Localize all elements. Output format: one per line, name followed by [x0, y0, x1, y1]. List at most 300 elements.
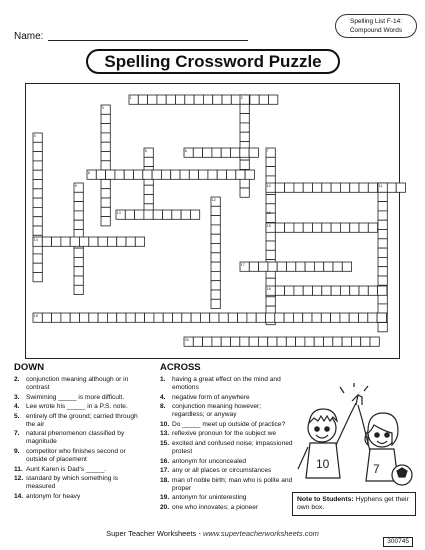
crossword-cell[interactable] [101, 142, 110, 151]
clue-item [14, 466, 142, 474]
crossword-cell[interactable] [126, 313, 135, 322]
crossword-cell[interactable] [275, 313, 284, 322]
crossword-cell[interactable] [203, 337, 212, 346]
crossword-cell[interactable] [350, 223, 359, 232]
crossword-cell[interactable] [240, 132, 249, 141]
clue-item [160, 430, 295, 438]
crossword-cell[interactable] [275, 183, 284, 192]
clue-text: one who innovates; a pioneer [172, 503, 259, 511]
down-heading: DOWN [14, 362, 45, 373]
clue-item [160, 421, 295, 429]
crossword-cell[interactable] [74, 192, 83, 201]
crossword-cell[interactable] [294, 183, 303, 192]
crossword-cell[interactable] [268, 337, 277, 346]
crossword-cell[interactable] [33, 161, 42, 170]
clue-number: 3. [14, 393, 20, 401]
crossword-cell[interactable] [296, 337, 305, 346]
crossword-cell[interactable] [33, 189, 42, 198]
crossword-cell[interactable] [138, 95, 147, 104]
crossword-cell[interactable] [266, 195, 275, 204]
clue-item [14, 475, 142, 491]
crossword-cell[interactable] [101, 198, 110, 207]
clue-text: natural phenomenon classified by magnitude [26, 430, 125, 446]
crossword-cell[interactable] [340, 313, 349, 322]
crossword-cell[interactable] [189, 170, 198, 179]
crossword-cell[interactable] [378, 192, 387, 201]
crossword-cell[interactable] [287, 262, 296, 271]
clue-number: 4. [14, 403, 20, 411]
crossword-cell[interactable] [277, 337, 286, 346]
crossword-cell[interactable] [33, 263, 42, 272]
crossword-cell[interactable] [180, 170, 189, 179]
crossword-cell[interactable] [350, 183, 359, 192]
clue-number-label: 18 [266, 286, 271, 291]
crossword-cell[interactable] [368, 223, 377, 232]
crossword-cell[interactable] [240, 337, 249, 346]
crossword-cell[interactable] [191, 313, 200, 322]
clue-text: conjunction meaning although or in contrast [26, 376, 129, 391]
crossword-cell[interactable] [217, 170, 226, 179]
clue-text: competitor who finishes second or outside of placement [26, 447, 126, 463]
crossword-cell[interactable] [33, 180, 42, 189]
crossword-cell[interactable] [312, 313, 321, 322]
clue-item [14, 430, 142, 446]
crossword-cell[interactable] [247, 313, 256, 322]
crossword-cell[interactable] [161, 170, 170, 179]
crossword-cell[interactable] [154, 313, 163, 322]
crossword-cell[interactable] [172, 210, 181, 219]
clue-number: 20. [160, 503, 170, 511]
crossword-cell[interactable] [101, 217, 110, 226]
crossword-cell[interactable] [342, 262, 351, 271]
crossword-cell[interactable] [33, 152, 42, 161]
crossword-cell[interactable] [350, 286, 359, 295]
crossword-cell[interactable] [199, 170, 208, 179]
clue-item [14, 403, 142, 411]
crossword-cell[interactable] [303, 286, 312, 295]
crossword-cell[interactable] [387, 183, 396, 192]
crossword-cell[interactable] [378, 211, 387, 220]
clue-number-label: 15 [266, 223, 271, 228]
crossword-cell[interactable] [163, 210, 172, 219]
crossword-cell[interactable] [305, 337, 314, 346]
crossword-cell[interactable] [313, 183, 322, 192]
crossword-cell[interactable] [294, 286, 303, 295]
crossword-cell[interactable] [266, 157, 275, 166]
crossword-cell[interactable] [349, 313, 358, 322]
crossword-cell[interactable] [200, 313, 209, 322]
crossword-cell[interactable] [240, 104, 249, 113]
clue-number-label: 14 [33, 237, 38, 242]
clue-number: 16. [160, 457, 170, 465]
crossword-cell[interactable] [145, 313, 154, 322]
crossword-cell[interactable] [231, 337, 240, 346]
clue-text: negative form of anywhere [172, 393, 250, 401]
note-text: Hyphens get their own box. [297, 496, 409, 511]
footer-url[interactable]: www.superteacherworksheets.com [202, 529, 319, 538]
crossword-cell[interactable] [33, 198, 42, 207]
crossword-cell[interactable] [101, 207, 110, 216]
crossword-cell[interactable] [152, 170, 161, 179]
crossword-cell[interactable] [258, 337, 267, 346]
crossword-cell[interactable] [74, 267, 83, 276]
crossword-cell[interactable] [107, 313, 116, 322]
crossword-cell[interactable] [240, 114, 249, 123]
clue-number: 1. [160, 376, 166, 383]
crossword-cell[interactable] [98, 313, 107, 322]
crossword-cell[interactable] [285, 183, 294, 192]
clue-item [160, 403, 295, 419]
crossword-cell[interactable] [370, 337, 379, 346]
crossword-cell[interactable] [203, 148, 212, 157]
crossword-cell[interactable] [266, 297, 275, 306]
crossword-cell[interactable] [322, 223, 331, 232]
crossword-cell[interactable] [157, 95, 166, 104]
crossword-cell[interactable] [203, 95, 212, 104]
crossword-cell[interactable] [378, 230, 387, 239]
crossword-cell[interactable] [378, 239, 387, 248]
clue-item [14, 493, 142, 501]
crossword-cell[interactable] [210, 313, 219, 322]
clue-item [160, 440, 295, 456]
crossword-cell[interactable] [266, 241, 275, 250]
crossword-cell[interactable] [240, 179, 249, 188]
crossword-cell[interactable] [33, 170, 42, 179]
crossword-cell[interactable] [135, 237, 144, 246]
crossword-cell[interactable] [74, 220, 83, 229]
list-title: Spelling List F-14: [349, 18, 403, 25]
crossword-cell[interactable] [33, 207, 42, 216]
crossword-cell[interactable] [313, 223, 322, 232]
crossword-cell[interactable] [211, 262, 220, 271]
crossword-cell[interactable] [285, 223, 294, 232]
svg-text:10: 10 [316, 457, 330, 471]
clue-number-label: 13 [116, 210, 121, 215]
crossword-cell[interactable] [171, 170, 180, 179]
crossword-cell[interactable] [221, 148, 230, 157]
crossword-cell[interactable] [115, 170, 124, 179]
footer-brand: Super Teacher Worksheets - [106, 529, 203, 538]
crossword-cell[interactable] [208, 170, 217, 179]
clue-text: any or all places or circumstances [172, 467, 272, 475]
crossword-cell[interactable] [153, 210, 162, 219]
crossword-cell[interactable] [211, 234, 220, 243]
crossword-cell[interactable] [340, 183, 349, 192]
crossword-cell[interactable] [378, 295, 387, 304]
crossword-cell[interactable] [285, 286, 294, 295]
crossword-cell[interactable] [294, 223, 303, 232]
crossword-cell[interactable] [193, 148, 202, 157]
crossword-cell[interactable] [333, 337, 342, 346]
crossword-cell[interactable] [74, 257, 83, 266]
clue-item [160, 458, 295, 466]
crossword-cell[interactable] [125, 210, 134, 219]
crossword-cell[interactable] [42, 237, 51, 246]
crossword-cell[interactable] [212, 337, 221, 346]
crossword-cell[interactable] [340, 286, 349, 295]
crossword-cell[interactable] [33, 217, 42, 226]
crossword-cell[interactable] [266, 167, 275, 176]
crossword-cell[interactable] [101, 179, 110, 188]
crossword-cell[interactable] [80, 313, 89, 322]
crossword-cell[interactable] [275, 223, 284, 232]
crossword-cell[interactable] [52, 237, 61, 246]
clue-number-label: 17 [240, 262, 245, 267]
crossword-cell[interactable] [228, 313, 237, 322]
clue-text: antonym for unconcealed [172, 457, 247, 465]
crossword-cell[interactable] [378, 220, 387, 229]
crossword-cell[interactable] [219, 313, 228, 322]
crossword-cell[interactable] [324, 337, 333, 346]
crossword-cell[interactable] [378, 323, 387, 332]
crossword-cell[interactable] [293, 313, 302, 322]
clue-item [14, 376, 142, 392]
crossword-cell[interactable] [396, 183, 405, 192]
crossword-cell[interactable] [135, 210, 144, 219]
crossword-cell[interactable] [378, 248, 387, 257]
crossword-cell[interactable] [211, 281, 220, 290]
crossword-cell[interactable] [211, 216, 220, 225]
crossword-cell[interactable] [74, 276, 83, 285]
crossword-cell[interactable] [333, 262, 342, 271]
crossword-cell[interactable] [124, 170, 133, 179]
crossword-cell[interactable] [117, 313, 126, 322]
clue-number-label: 7 [266, 148, 269, 153]
crossword-cell[interactable] [33, 254, 42, 263]
crossword-cell[interactable] [173, 313, 182, 322]
crossword-cell[interactable] [368, 313, 377, 322]
crossword-cell[interactable] [259, 262, 268, 271]
crossword-cell[interactable] [42, 313, 51, 322]
crossword-cell[interactable] [359, 286, 368, 295]
crossword-cell[interactable] [314, 262, 323, 271]
clue-text: excited and confused noise; impassioned protest [172, 439, 293, 455]
clue-text: reflexive pronoun for the subject we [172, 430, 277, 438]
crossword-cell[interactable] [368, 183, 377, 192]
crossword-cell[interactable] [193, 337, 202, 346]
crossword-cell[interactable] [144, 210, 153, 219]
crossword-cell[interactable] [331, 286, 340, 295]
crossword-cell[interactable] [101, 114, 110, 123]
crossword-cell[interactable] [245, 170, 254, 179]
crossword-cell[interactable] [359, 183, 368, 192]
crossword-cell[interactable] [303, 313, 312, 322]
crossword-cell[interactable] [106, 170, 115, 179]
crossword-cell[interactable] [359, 223, 368, 232]
crossword-cell[interactable] [101, 124, 110, 133]
crossword-cell[interactable] [89, 313, 98, 322]
crossword-cell[interactable] [33, 273, 42, 282]
crossword-cell[interactable] [211, 299, 220, 308]
clue-item [14, 413, 142, 429]
crossword-cell[interactable] [101, 189, 110, 198]
crossword-cell[interactable] [342, 337, 351, 346]
crossword-cell[interactable] [303, 183, 312, 192]
clue-item [160, 494, 295, 502]
crossword-cell[interactable] [33, 142, 42, 151]
crossword-cell[interactable] [211, 290, 220, 299]
crossword-cell[interactable] [378, 202, 387, 211]
crossword-cell[interactable] [101, 161, 110, 170]
crossword-cell[interactable] [61, 237, 70, 246]
crossword-cell[interactable] [126, 237, 135, 246]
crossword-cell[interactable] [74, 211, 83, 220]
list-subtitle: Compound Words [349, 27, 403, 34]
crossword-cell[interactable] [378, 276, 387, 285]
crossword-cell[interactable] [89, 237, 98, 246]
crossword-cell[interactable] [211, 225, 220, 234]
clue-text: Swimming _____ is more difficult. [26, 393, 125, 401]
crossword-cell[interactable] [240, 123, 249, 132]
clue-number-label: 12 [211, 197, 216, 202]
crossword-cell[interactable] [135, 313, 144, 322]
crossword-cell[interactable] [185, 95, 194, 104]
high-five-kids-illustration [292, 383, 417, 493]
crossword-cell[interactable] [148, 95, 157, 104]
crossword-cell[interactable] [163, 313, 172, 322]
clue-number: 7. [14, 430, 20, 438]
clue-number-label: 16 [266, 210, 271, 215]
crossword-cell[interactable] [249, 148, 258, 157]
crossword-cell[interactable] [240, 188, 249, 197]
note-label: Note to Students: [297, 496, 354, 503]
clue-item [160, 394, 295, 402]
crossword-cell[interactable] [238, 313, 247, 322]
crossword-cell[interactable] [378, 286, 387, 295]
down-clues [14, 364, 142, 502]
crossword-cell[interactable] [74, 285, 83, 294]
crossword-cell[interactable] [266, 250, 275, 259]
clue-item [160, 504, 295, 512]
crossword-cell[interactable] [211, 244, 220, 253]
clue-number-label: 11 [378, 183, 383, 188]
crossword-cell[interactable] [240, 148, 249, 157]
crossword-cell[interactable] [322, 286, 331, 295]
crossword-cell[interactable] [377, 313, 386, 322]
clue-item [160, 477, 295, 493]
clue-number: 5. [14, 412, 20, 420]
crossword-cell[interactable] [117, 237, 126, 246]
page-title: Spelling Crossword Puzzle [86, 49, 340, 74]
crossword-cell[interactable] [277, 262, 286, 271]
crossword-cell[interactable] [321, 313, 330, 322]
crossword-cell[interactable] [166, 95, 175, 104]
crossword-cell[interactable] [74, 202, 83, 211]
clue-number: 11. [14, 465, 23, 473]
crossword-cell[interactable] [269, 95, 278, 104]
crossword-cell[interactable] [250, 95, 259, 104]
crossword-cell[interactable] [236, 170, 245, 179]
crossword-cell[interactable] [143, 170, 152, 179]
crossword-cell[interactable] [340, 223, 349, 232]
clue-number: 18. [160, 476, 170, 484]
crossword-cell[interactable] [194, 95, 203, 104]
crossword-cell[interactable] [286, 337, 295, 346]
crossword-cell[interactable] [211, 271, 220, 280]
crossword-cell[interactable] [182, 313, 191, 322]
clue-text: Do _____ meet up outside of practice? [172, 420, 286, 428]
crossword-cell[interactable] [144, 157, 153, 166]
crossword-cell[interactable] [101, 133, 110, 142]
clue-item [160, 467, 295, 475]
crossword-cell[interactable] [211, 253, 220, 262]
crossword-cell[interactable] [249, 262, 258, 271]
crossword-cell[interactable] [359, 313, 368, 322]
clue-number: 15. [160, 439, 170, 447]
crossword-cell[interactable] [268, 262, 277, 271]
crossword-cell[interactable] [144, 185, 153, 194]
crossword-cell[interactable] [368, 286, 377, 295]
crossword-cell[interactable] [266, 313, 275, 322]
crossword-cell[interactable] [227, 170, 236, 179]
crossword-cell[interactable] [249, 337, 258, 346]
crossword-cell[interactable] [266, 232, 275, 241]
clue-text: conjunction meaning however; regardless; or anyway [172, 403, 262, 419]
crossword-cell[interactable] [378, 257, 387, 266]
crossword-cell[interactable] [259, 95, 268, 104]
crossword-cell[interactable] [80, 237, 89, 246]
crossword-cell[interactable] [231, 95, 240, 104]
crossword-cell[interactable] [313, 286, 322, 295]
crossword-cell[interactable] [98, 237, 107, 246]
crossword-cell[interactable] [176, 95, 185, 104]
crossword-cell[interactable] [33, 226, 42, 235]
crossword-cell[interactable] [213, 95, 222, 104]
crossword-cell[interactable] [70, 313, 79, 322]
crossword-cell[interactable] [324, 262, 333, 271]
crossword-cell[interactable] [222, 95, 231, 104]
crossword-cell[interactable] [107, 237, 116, 246]
crossword-cell[interactable] [361, 337, 370, 346]
crossword-cell[interactable] [134, 170, 143, 179]
crossword-cell[interactable] [275, 286, 284, 295]
clue-text: having a great effect on the mind and emotions [172, 376, 281, 391]
clue-item [160, 376, 295, 392]
crossword-cell[interactable] [296, 262, 305, 271]
crossword-cell[interactable] [256, 313, 265, 322]
crossword-cell[interactable] [351, 337, 360, 346]
crossword-cell[interactable] [331, 183, 340, 192]
clue-number-label: 3 [101, 105, 104, 110]
crossword-cell[interactable] [101, 152, 110, 161]
crossword-cell[interactable] [144, 195, 153, 204]
crossword-cell[interactable] [231, 148, 240, 157]
crossword-cell[interactable] [70, 237, 79, 246]
crossword-cell[interactable] [322, 183, 331, 192]
crossword-cell[interactable] [240, 160, 249, 169]
crossword-cell[interactable] [331, 313, 340, 322]
crossword-cell[interactable] [331, 223, 340, 232]
crossword-cell[interactable] [74, 248, 83, 257]
crossword-cell[interactable] [221, 337, 230, 346]
crossword-cell[interactable] [61, 313, 70, 322]
clue-text: antonym for heavy [26, 492, 81, 500]
clue-text: Aunt Karen is Dad's _____. [26, 465, 107, 473]
crossword-cell[interactable] [181, 210, 190, 219]
crossword-cell[interactable] [190, 210, 199, 219]
crossword-cell[interactable] [378, 304, 387, 313]
crossword-cell[interactable] [212, 148, 221, 157]
crossword-cell[interactable] [96, 170, 105, 179]
crossword-cell[interactable] [284, 313, 293, 322]
crossword-cell[interactable] [378, 267, 387, 276]
crossword-cell[interactable] [52, 313, 61, 322]
crossword-cell[interactable] [303, 223, 312, 232]
across-heading: ACROSS [160, 362, 201, 373]
crossword-cell[interactable] [305, 262, 314, 271]
crossword-cell[interactable] [314, 337, 323, 346]
crossword-cell[interactable] [211, 206, 220, 215]
